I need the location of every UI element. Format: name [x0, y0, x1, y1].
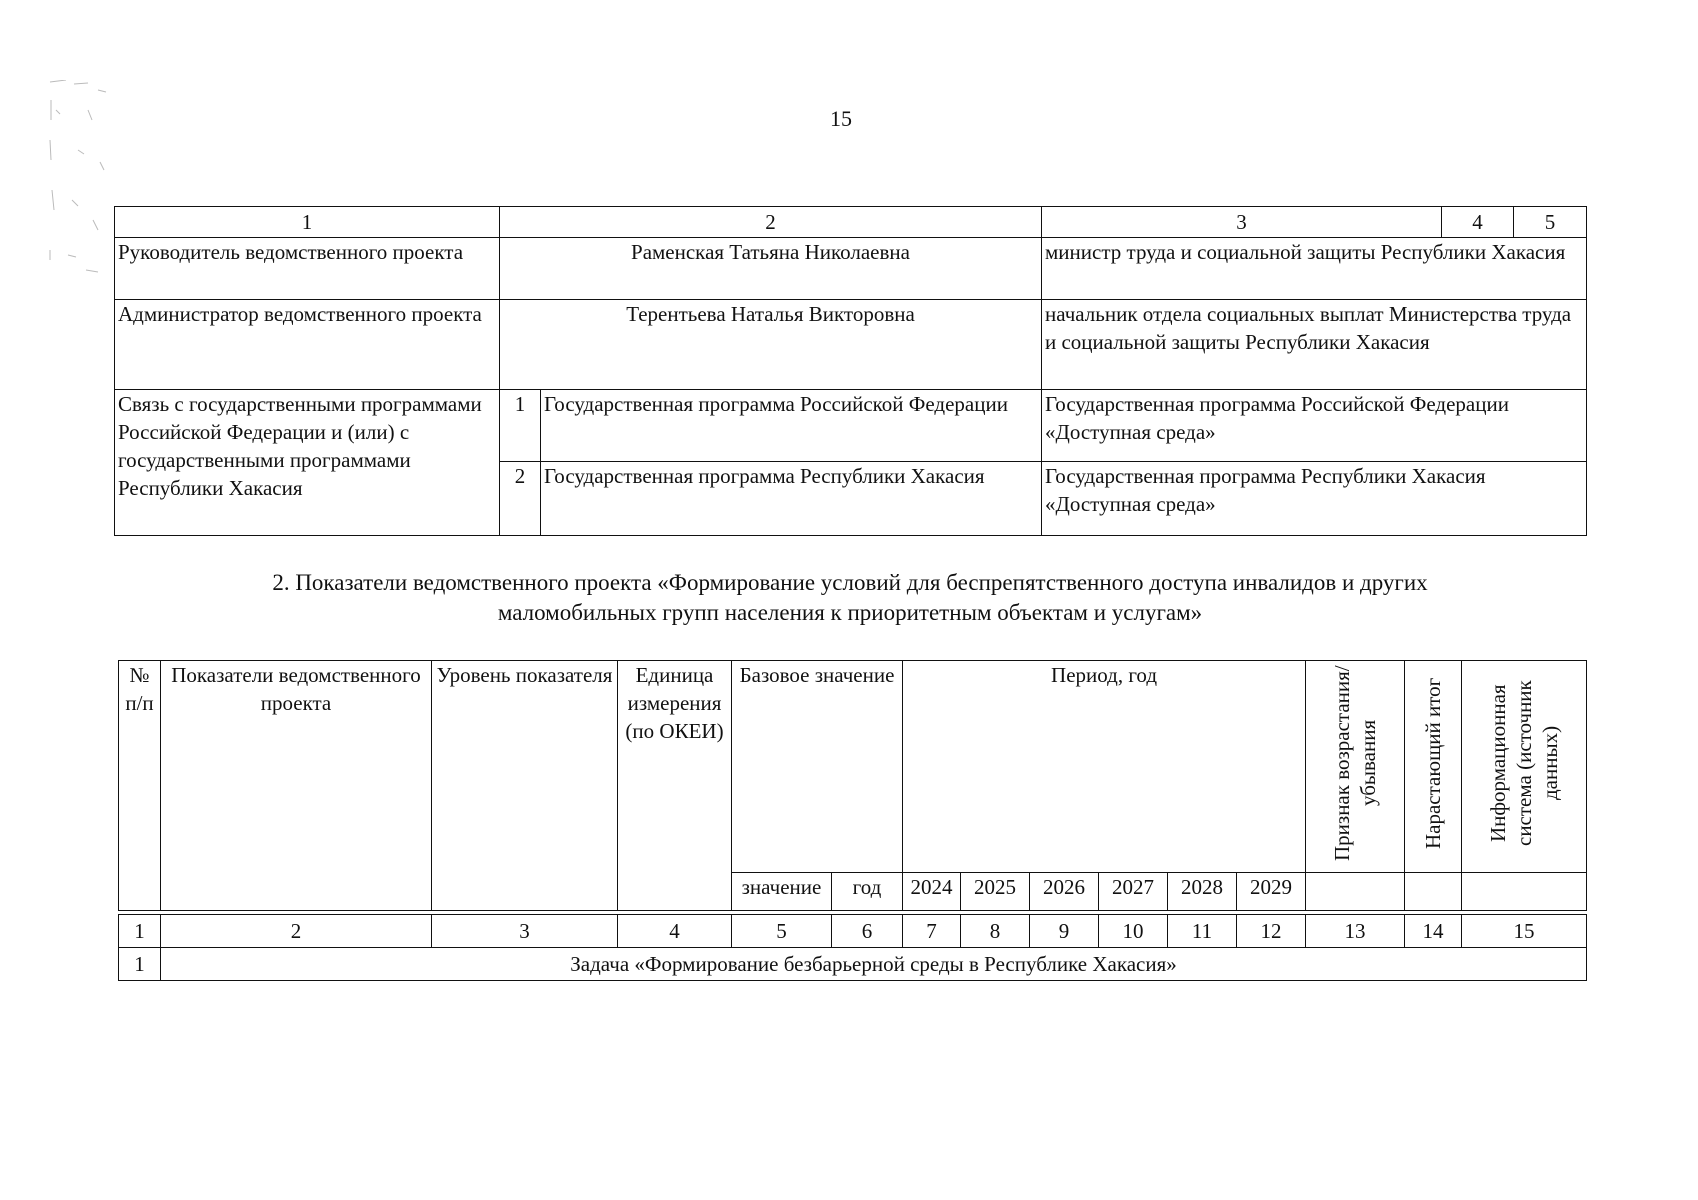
row-label: Руководитель ведомственного проекта — [115, 238, 500, 300]
task-text: Задача «Формирование безбарьерной среды в Республике Хакасия» — [161, 948, 1587, 981]
subheader-value: значение — [732, 873, 832, 911]
header-number: № п/п — [119, 661, 161, 911]
subheader-year: год — [832, 873, 903, 911]
column-number: 14 — [1405, 915, 1462, 948]
column-number: 1 — [119, 915, 161, 948]
column-number: 3 — [432, 915, 618, 948]
subheader-period-year: 2029 — [1237, 873, 1306, 911]
header-period: Период, год — [903, 661, 1306, 873]
project-passport-table — [114, 206, 1587, 536]
indicators-header-table — [118, 660, 1587, 911]
header-indicator: Показатели ведомственного проекта — [161, 661, 432, 911]
row-label: Администратор ведомственного проекта — [115, 300, 500, 390]
passport-row-admin — [115, 300, 1587, 390]
column-number: 15 — [1462, 915, 1587, 948]
program-type: Государственная программа Республики Хакасия — [541, 462, 1042, 536]
header-cumulative — [1405, 661, 1462, 873]
section-title — [114, 568, 1586, 628]
row-label: Связь с государственными программами Российской Федерации и (или) с государственными программами Республики Хакасия — [115, 390, 500, 536]
page-number: 15 — [830, 106, 852, 131]
indicators-header-row — [119, 661, 1587, 873]
program-name: Государственная программа Российской Федерации «Доступная среда» — [1042, 390, 1587, 462]
subheader-period-year: 2025 — [961, 873, 1030, 911]
column-number: 6 — [832, 915, 903, 948]
task-row — [119, 948, 1587, 981]
person-name: Терентьева Наталья Викторовна — [500, 300, 1042, 390]
passport-col-number: 1 — [115, 207, 500, 238]
passport-col-number: 5 — [1514, 207, 1587, 238]
column-numbers-row — [119, 915, 1587, 948]
header-cumulative-text: Нарастающий итог — [1421, 677, 1446, 849]
column-number: 11 — [1168, 915, 1237, 948]
column-number: 7 — [903, 915, 961, 948]
program-number: 2 — [500, 462, 541, 536]
column-number: 12 — [1237, 915, 1306, 948]
program-link-row — [115, 390, 1587, 462]
program-name: Государственная программа Республики Хакасия «Доступная среда» — [1042, 462, 1587, 536]
program-type: Государственная программа Российской Федерации — [541, 390, 1042, 462]
passport-row-head — [115, 238, 1587, 300]
column-number: 10 — [1099, 915, 1168, 948]
scan-artifact-marks — [48, 80, 118, 290]
header-info-system — [1462, 661, 1587, 873]
subheader-period-year: 2028 — [1168, 873, 1237, 911]
passport-col-number: 3 — [1042, 207, 1442, 238]
passport-header-row — [115, 207, 1587, 238]
person-position: начальник отдела социальных выплат Министерства труда и социальной защиты Республики Хакасия — [1042, 300, 1587, 390]
subheader-period-year: 2027 — [1099, 873, 1168, 911]
program-number: 1 — [500, 390, 541, 462]
subheader-empty — [1462, 873, 1587, 911]
column-number: 8 — [961, 915, 1030, 948]
header-base-value: Базовое значение — [732, 661, 903, 873]
header-trend — [1306, 661, 1405, 873]
header-level: Уровень показателя — [432, 661, 618, 911]
section-title-line: маломобильных групп населения к приоритетным объектам и услугам» — [497, 600, 1203, 625]
column-number: 9 — [1030, 915, 1099, 948]
passport-col-number: 2 — [500, 207, 1042, 238]
section-title-line: 2. Показатели ведомственного проекта «Формирование условий для беспрепятственного доступа инвалидов и других — [272, 570, 1428, 595]
column-number: 5 — [732, 915, 832, 948]
task-number: 1 — [119, 948, 161, 981]
header-info-system-text: Информационная система (источник данных) — [1486, 680, 1563, 846]
column-number: 2 — [161, 915, 432, 948]
subheader-empty — [1306, 873, 1405, 911]
subheader-empty — [1405, 873, 1462, 911]
column-number: 13 — [1306, 915, 1405, 948]
indicators-body-table — [118, 914, 1587, 981]
passport-col-number: 4 — [1442, 207, 1514, 238]
person-name: Раменская Татьяна Николаевна — [500, 238, 1042, 300]
header-unit: Единица измерения (по ОКЕИ) — [618, 661, 732, 911]
subheader-period-year: 2026 — [1030, 873, 1099, 911]
subheader-period-year: 2024 — [903, 873, 961, 911]
header-trend-text: Признак возрастания/ убывания — [1330, 665, 1381, 861]
person-position: министр труда и социальной защиты Республики Хакасия — [1042, 238, 1587, 300]
column-number: 4 — [618, 915, 732, 948]
